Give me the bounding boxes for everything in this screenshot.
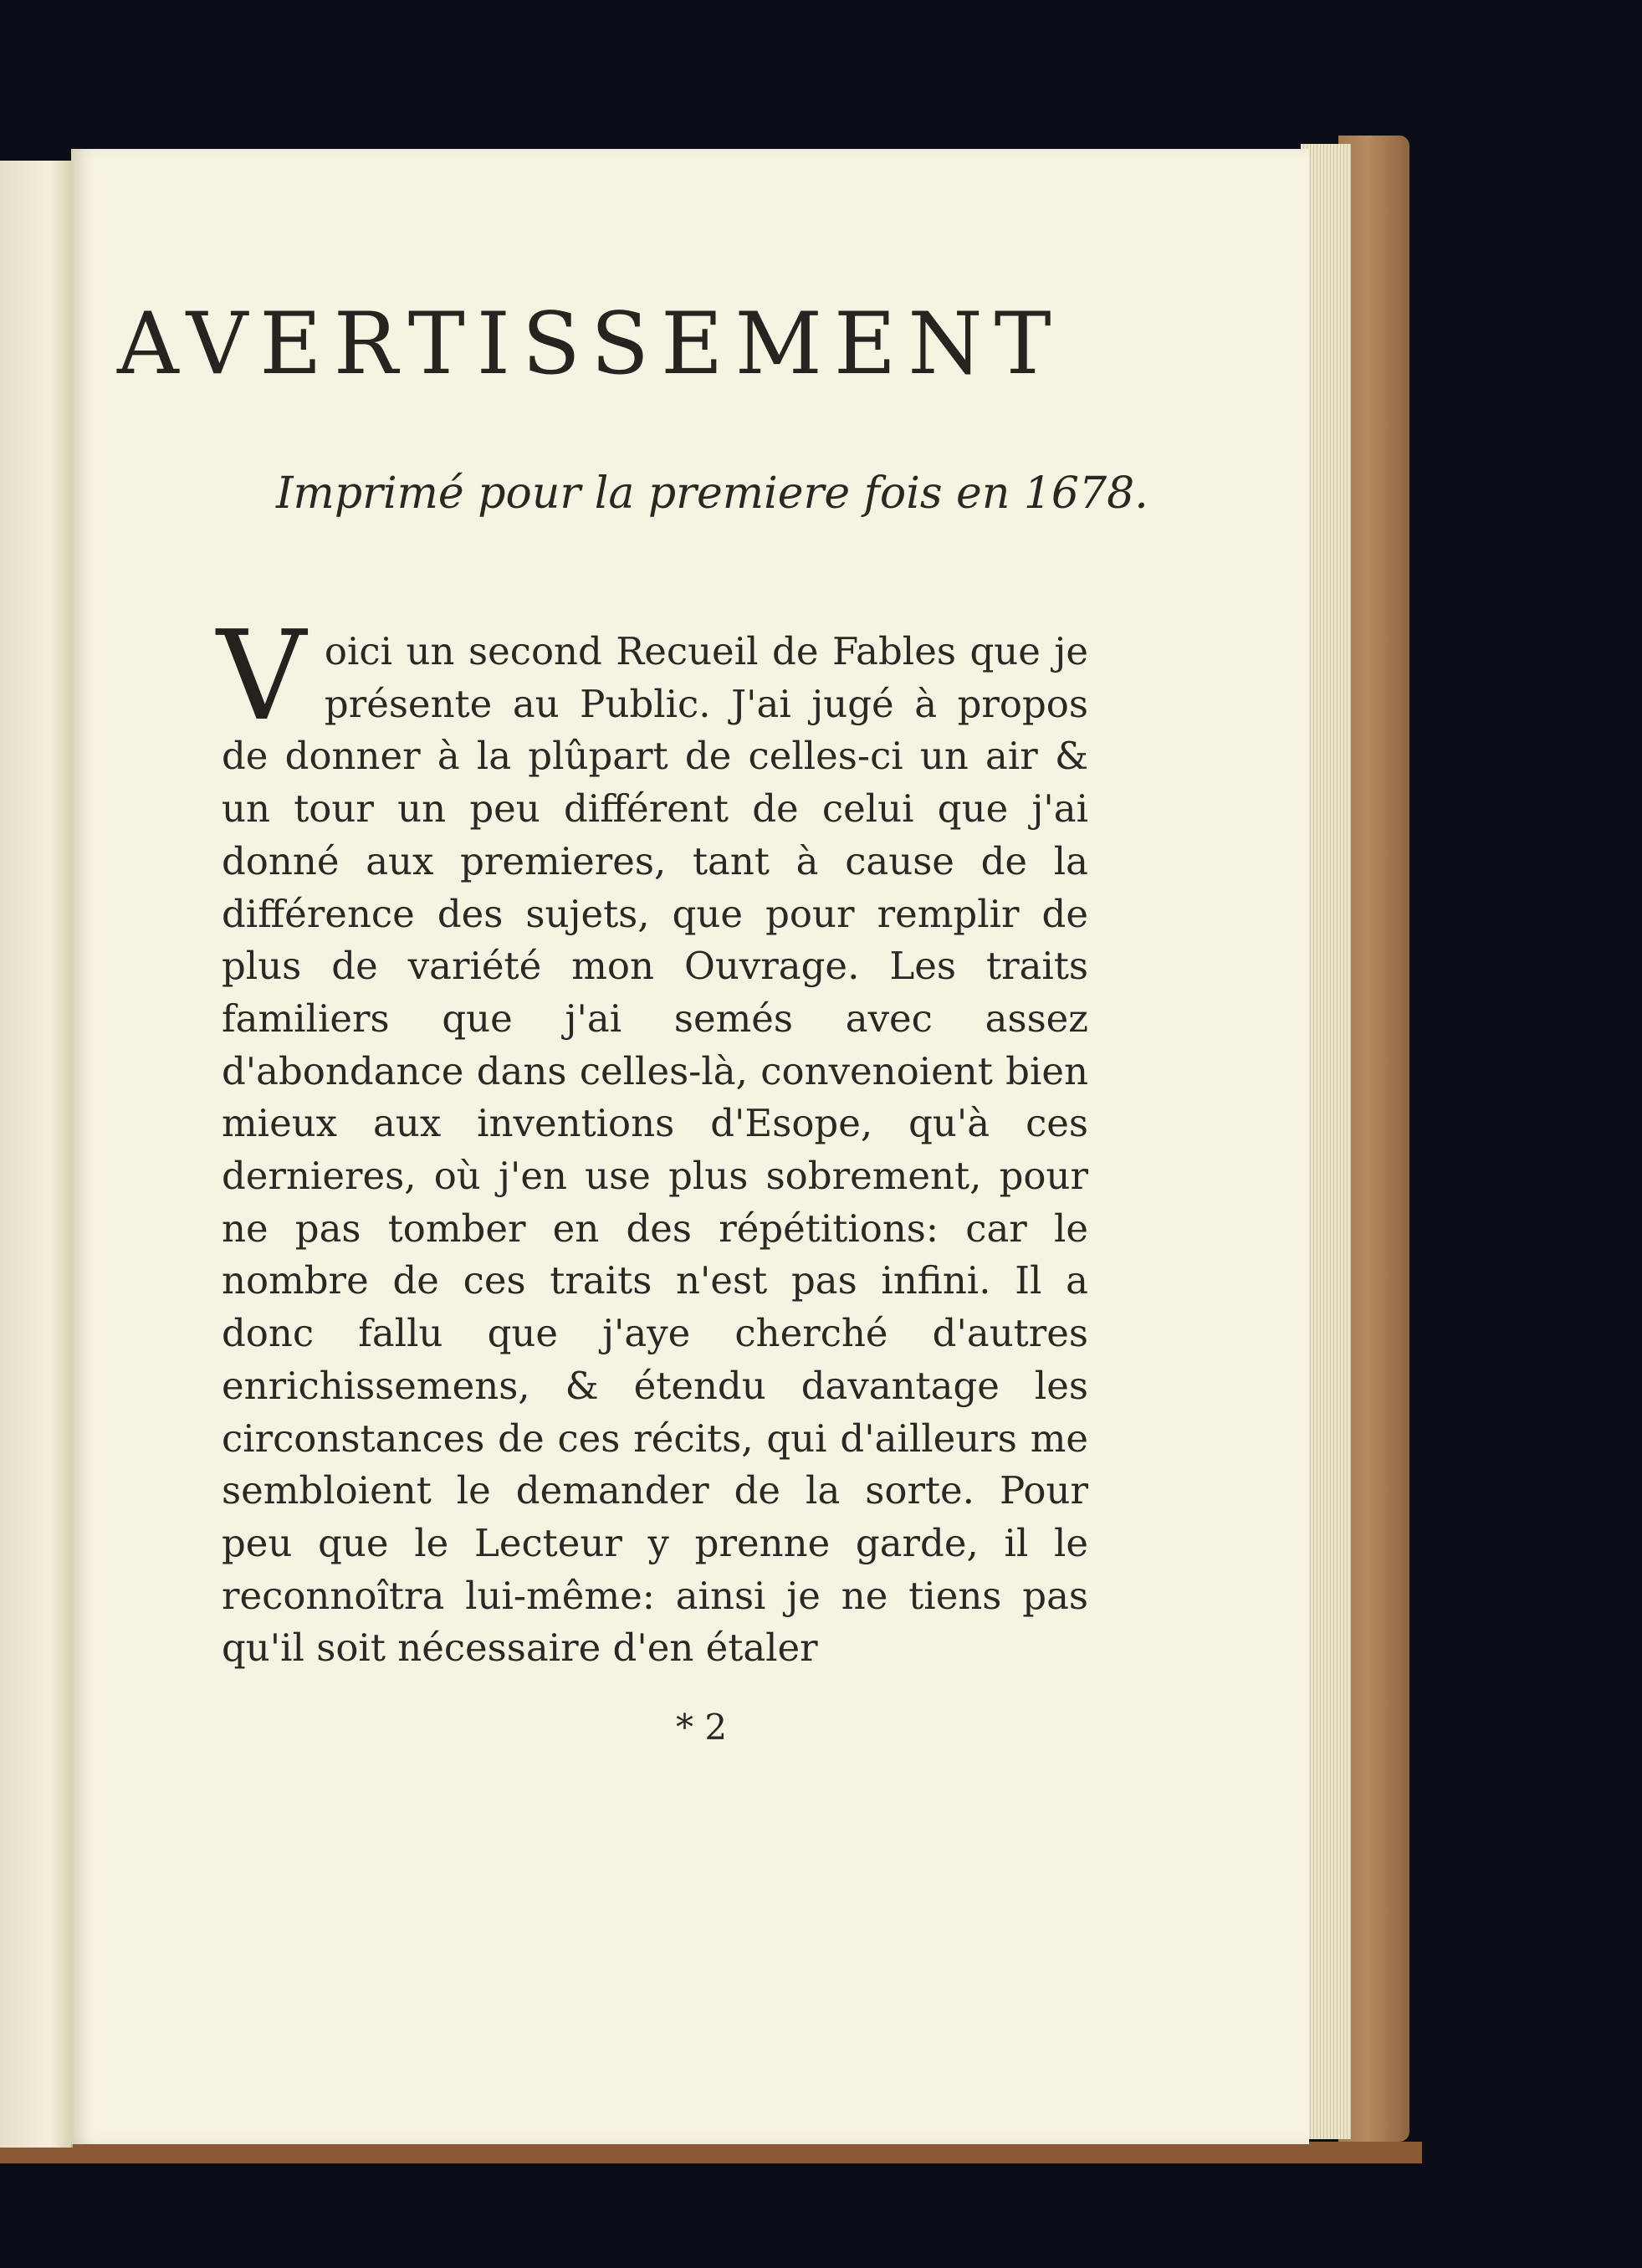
body-paragraph <box>217 604 1088 1675</box>
signature-mark: * 2 <box>676 1707 728 1748</box>
page-subtitle: Imprimé pour la premiere fois en 1678. <box>276 468 1148 519</box>
book-binding-bottom <box>0 2142 1422 2163</box>
page-heading: AVERTISSEMENT <box>117 294 1063 394</box>
left-page-edge <box>0 161 73 2148</box>
drop-cap: V <box>217 604 306 748</box>
body-text: oici un second Recueil de Fables que je présente au Public. J'ai jugé à propos de donner à la plûpart de celles-ci un air & un tour un peu différent de celui que j'ai donné aux premieres, tant à cause de la différence des sujets, que pour remplir de plus de variété mon Ouvrage. Les traits familiers que j'ai semés avec assez d'abondance dans celles-là, convenoient bien mieux aux inventions d'Esope, qu'à ces dernieres, où j'en use plus sobrement, pour ne pas tomber en des répétitions: car le nombre de ces traits n'est pas infini. Il a donc fallu que j'aye cherché d'autres enrichissemens, & étendu davantage les circonstances de ces récits, qui d'ailleurs me sembloient le demander de la sorte. Pour peu que le Lecteur y prenne garde, il le reconnoîtra lui-même: ainsi je ne tiens pas qu'il soit nécessaire d'en étaler <box>222 629 1088 1671</box>
